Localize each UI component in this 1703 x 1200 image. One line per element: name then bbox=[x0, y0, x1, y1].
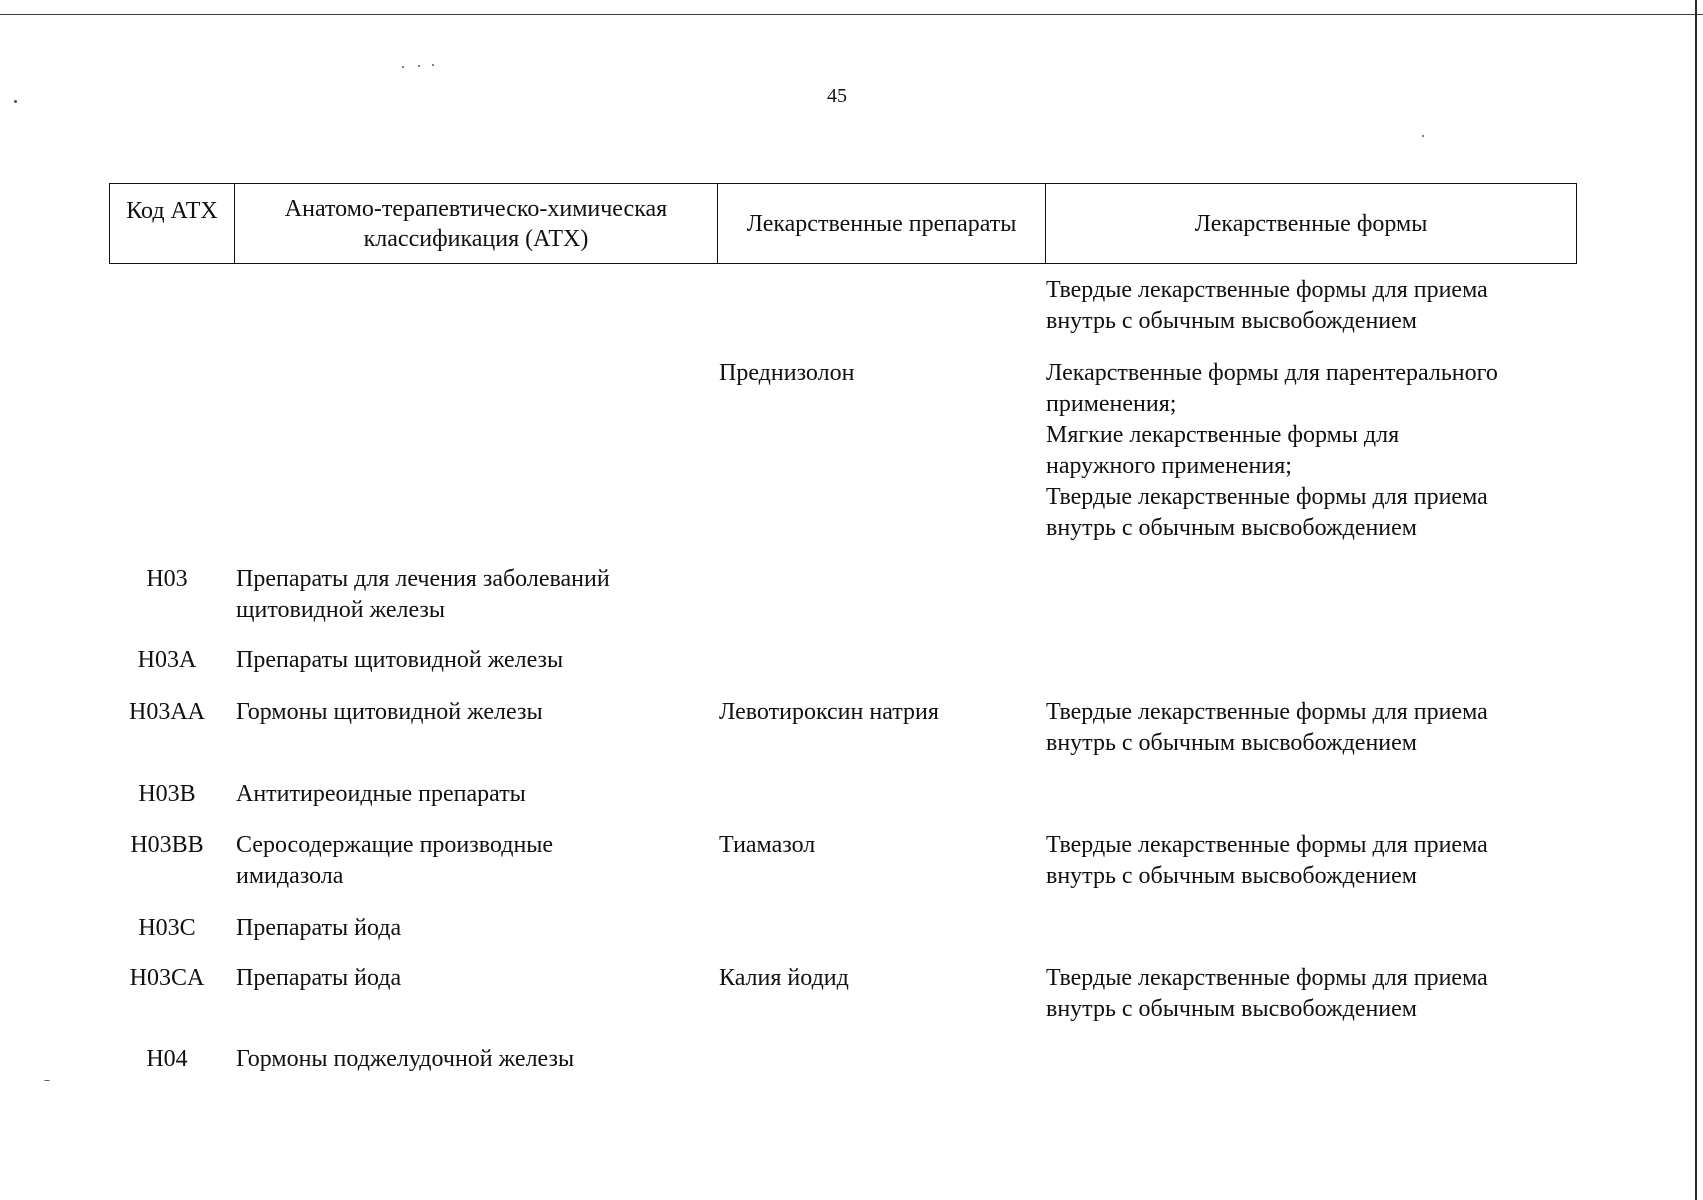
row-forms-line: внутрь с обычным высвобождением bbox=[1046, 863, 1417, 889]
row-atx-line: Препараты для лечения заболеваний bbox=[236, 566, 610, 592]
row-forms-line: наружного применения; bbox=[1046, 453, 1292, 479]
header-atx bbox=[235, 184, 718, 263]
row-code: H03B bbox=[138, 781, 196, 807]
row-atx-line: Антитиреоидные препараты bbox=[236, 781, 526, 807]
scan-speck bbox=[14, 100, 17, 103]
row-atx-line: Препараты щитовидной железы bbox=[236, 647, 564, 673]
row-code: H03CA bbox=[129, 965, 205, 991]
row-forms-line: Твердые лекарственные формы для приема bbox=[1046, 965, 1488, 991]
row-drug: Тиамазол bbox=[719, 832, 816, 858]
row-code: H03A bbox=[137, 647, 197, 673]
row-forms-line: применения; bbox=[1046, 391, 1177, 417]
row-code: H03AA bbox=[129, 699, 205, 725]
row-atx-line: Препараты йода bbox=[236, 965, 402, 991]
scan-speck bbox=[418, 65, 420, 67]
row-forms-line: внутрь с обычным высвобождением bbox=[1046, 308, 1417, 334]
row-forms-line: внутрь с обычным высвобождением bbox=[1046, 730, 1417, 756]
row-forms-line: Твердые лекарственные формы для приема bbox=[1046, 699, 1488, 725]
row-forms-line: внутрь с обычным высвобождением bbox=[1046, 515, 1417, 541]
header-atx-line2: классификация (АТХ) bbox=[363, 225, 589, 252]
row-forms-line: Мягкие лекарственные формы для bbox=[1046, 422, 1400, 448]
row-code: H04 bbox=[146, 1046, 188, 1072]
header-drugs: Лекарственные препараты bbox=[718, 184, 1046, 263]
row-atx-line: Серосодержащие производные bbox=[236, 832, 554, 858]
row-drug: Преднизолон bbox=[719, 360, 855, 386]
scan-speck bbox=[432, 64, 434, 66]
row-drug: Калия йодид bbox=[719, 965, 849, 991]
scan-speck bbox=[1422, 135, 1424, 137]
row-atx-line: имидазола bbox=[236, 863, 344, 889]
page-edge-right bbox=[1695, 0, 1697, 1200]
row-code: H03BB bbox=[130, 832, 204, 858]
page-edge-top bbox=[0, 14, 1703, 15]
header-forms: Лекарственные формы bbox=[1194, 210, 1428, 237]
row-forms-line: Твердые лекарственные формы для приема bbox=[1046, 277, 1488, 303]
scan-speck bbox=[44, 1080, 50, 1081]
row-forms-line: Лекарственные формы для парентерального bbox=[1046, 360, 1498, 386]
row-atx-line: Препараты йода bbox=[236, 915, 402, 941]
row-forms-line: внутрь с обычным высвобождением bbox=[1046, 996, 1417, 1022]
row-atx-line: Гормоны щитовидной железы bbox=[236, 699, 543, 725]
row-code: H03C bbox=[138, 915, 196, 941]
row-atx-line: Гормоны поджелудочной железы bbox=[236, 1046, 575, 1072]
row-atx-line: щитовидной железы bbox=[236, 597, 446, 623]
header-atx-line1: Анатомо-терапевтическо-химическая bbox=[284, 195, 668, 222]
header-code: Код АТХ bbox=[110, 184, 235, 263]
row-drug: Левотироксин натрия bbox=[719, 699, 939, 725]
row-forms-line: Твердые лекарственные формы для приема bbox=[1046, 832, 1488, 858]
table-header bbox=[109, 183, 1577, 264]
row-forms-line: Твердые лекарственные формы для приема bbox=[1046, 484, 1488, 510]
scan-speck bbox=[402, 66, 404, 68]
page-number: 45 bbox=[827, 85, 847, 107]
row-code: H03 bbox=[146, 566, 188, 592]
